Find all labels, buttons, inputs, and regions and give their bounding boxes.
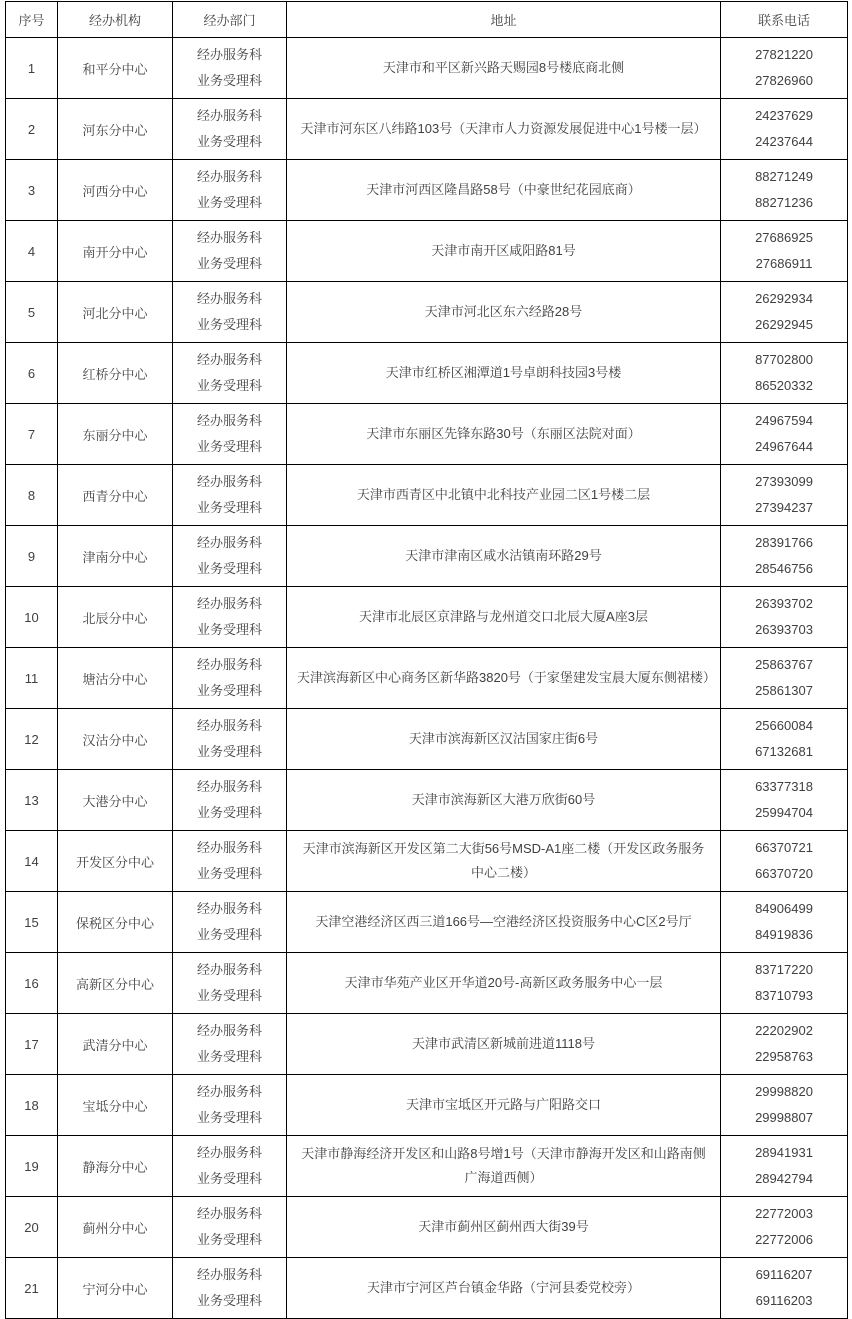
department-line-1: 经办服务科 xyxy=(196,657,262,672)
department-line-2: 业务受理科 xyxy=(196,439,262,454)
phone-cell xyxy=(721,587,848,648)
phone-cell xyxy=(721,343,848,404)
phone-line-2: 28546756 xyxy=(755,561,813,576)
address-text: 天津市华苑产业区开华道20号-高新区政务服务中心一层 xyxy=(344,975,663,990)
phone-cell xyxy=(721,953,848,1014)
row-number-cell: 7 xyxy=(6,404,58,465)
phone-line-2: 66370720 xyxy=(755,866,813,881)
agency-cell: 南开分中心 xyxy=(58,221,173,282)
department-line-1: 经办服务科 xyxy=(196,413,262,428)
department-cell xyxy=(173,465,287,526)
phone-line-1: 88271249 xyxy=(755,169,813,184)
phone-line-1: 27686925 xyxy=(755,230,813,245)
agency-cell: 静海分中心 xyxy=(58,1136,173,1197)
phone-line-2: 26292945 xyxy=(755,317,813,332)
address-text: 天津市蓟州区蓟州西大街39号 xyxy=(418,1219,589,1234)
agency-cell: 西青分中心 xyxy=(58,465,173,526)
phone-cell xyxy=(721,282,848,343)
department-cell xyxy=(173,38,287,99)
table-row xyxy=(6,1197,848,1258)
table-row xyxy=(6,831,848,892)
table-row xyxy=(6,1258,848,1319)
phone-line-1: 69116207 xyxy=(755,1267,813,1282)
phone-line-1: 22772003 xyxy=(755,1206,813,1221)
agency-cell: 塘沽分中心 xyxy=(58,648,173,709)
table-body xyxy=(6,38,848,1319)
agency-cell: 宁河分中心 xyxy=(58,1258,173,1319)
phone-cell xyxy=(721,526,848,587)
department-line-1: 经办服务科 xyxy=(196,1023,262,1038)
phone-line-2: 24237644 xyxy=(755,134,813,149)
department-line-1: 经办服务科 xyxy=(196,779,262,794)
phone-cell xyxy=(721,160,848,221)
department-cell xyxy=(173,709,287,770)
phone-line-2: 83710793 xyxy=(755,988,813,1003)
phone-cell xyxy=(721,831,848,892)
department-line-1: 经办服务科 xyxy=(196,47,262,62)
address-cell xyxy=(287,1258,721,1319)
address-cell xyxy=(287,221,721,282)
table-row xyxy=(6,648,848,709)
department-line-1: 经办服务科 xyxy=(196,291,262,306)
department-line-2: 业务受理科 xyxy=(196,805,262,820)
department-cell xyxy=(173,831,287,892)
department-line-2: 业务受理科 xyxy=(196,622,262,637)
address-cell xyxy=(287,38,721,99)
address-cell xyxy=(287,1014,721,1075)
address-text: 天津市红桥区湘潭道1号卓朗科技园3号楼 xyxy=(385,365,622,380)
phone-line-2: 86520332 xyxy=(755,378,813,393)
department-cell xyxy=(173,770,287,831)
phone-line-2: 69116203 xyxy=(755,1293,813,1308)
phone-cell xyxy=(721,221,848,282)
department-cell xyxy=(173,892,287,953)
table-row xyxy=(6,526,848,587)
department-cell xyxy=(173,282,287,343)
department-cell xyxy=(173,1258,287,1319)
address-text: 天津市东丽区先锋东路30号（东丽区法院对面） xyxy=(366,426,641,441)
phone-line-1: 27821220 xyxy=(755,47,813,62)
row-number-cell: 18 xyxy=(6,1075,58,1136)
agency-cell: 开发区分中心 xyxy=(58,831,173,892)
address-cell xyxy=(287,648,721,709)
department-cell xyxy=(173,160,287,221)
address-cell xyxy=(287,709,721,770)
department-line-2: 业务受理科 xyxy=(196,73,262,88)
address-text: 天津市津南区咸水沽镇南环路29号 xyxy=(405,548,602,563)
phone-cell xyxy=(721,38,848,99)
address-text: 天津市北辰区京津路与龙州道交口北辰大厦A座3层 xyxy=(359,609,648,624)
department-line-2: 业务受理科 xyxy=(196,744,262,759)
department-cell xyxy=(173,343,287,404)
department-cell xyxy=(173,1136,287,1197)
phone-line-1: 24967594 xyxy=(755,413,813,428)
row-number-cell: 14 xyxy=(6,831,58,892)
address-text: 天津市滨海新区大港万欣街60号 xyxy=(411,792,596,807)
department-line-2: 业务受理科 xyxy=(196,988,262,1003)
row-number-cell: 9 xyxy=(6,526,58,587)
department-cell xyxy=(173,1197,287,1258)
address-text: 天津市武清区新城前进道1118号 xyxy=(412,1036,595,1051)
row-number-cell: 5 xyxy=(6,282,58,343)
department-line-2: 业务受理科 xyxy=(196,500,262,515)
department-line-1: 经办服务科 xyxy=(196,169,262,184)
header-number: 序号 xyxy=(6,2,58,38)
department-line-2: 业务受理科 xyxy=(196,256,262,271)
address-cell xyxy=(287,282,721,343)
address-cell xyxy=(287,1136,721,1197)
phone-line-1: 26393702 xyxy=(755,596,813,611)
row-number-cell: 17 xyxy=(6,1014,58,1075)
row-number-cell: 8 xyxy=(6,465,58,526)
address-text: 天津市滨海新区汉沽国家庄街6号 xyxy=(408,731,599,746)
table-row xyxy=(6,38,848,99)
department-line-2: 业务受理科 xyxy=(196,317,262,332)
department-line-1: 经办服务科 xyxy=(196,1267,262,1282)
phone-line-2: 28942794 xyxy=(755,1171,813,1186)
phone-cell xyxy=(721,892,848,953)
department-cell xyxy=(173,1014,287,1075)
address-cell xyxy=(287,770,721,831)
row-number-cell: 20 xyxy=(6,1197,58,1258)
department-line-2: 业务受理科 xyxy=(196,866,262,881)
phone-line-1: 28941931 xyxy=(755,1145,813,1160)
department-line-2: 业务受理科 xyxy=(196,683,262,698)
department-line-2: 业务受理科 xyxy=(196,195,262,210)
table-row xyxy=(6,160,848,221)
department-line-2: 业务受理科 xyxy=(196,134,262,149)
table-row xyxy=(6,892,848,953)
department-line-1: 经办服务科 xyxy=(196,840,262,855)
department-line-2: 业务受理科 xyxy=(196,561,262,576)
department-cell xyxy=(173,1075,287,1136)
agency-cell: 东丽分中心 xyxy=(58,404,173,465)
address-cell xyxy=(287,526,721,587)
department-line-2: 业务受理科 xyxy=(196,1110,262,1125)
department-cell xyxy=(173,587,287,648)
department-line-1: 经办服务科 xyxy=(196,108,262,123)
phone-line-2: 25861307 xyxy=(755,683,813,698)
address-text: 天津市宝坻区开元路与广阳路交口 xyxy=(405,1097,601,1112)
phone-cell xyxy=(721,1258,848,1319)
phone-line-2: 88271236 xyxy=(755,195,813,210)
row-number-cell: 6 xyxy=(6,343,58,404)
department-cell xyxy=(173,953,287,1014)
department-line-1: 经办服务科 xyxy=(196,1206,262,1221)
phone-line-1: 87702800 xyxy=(755,352,813,367)
address-cell xyxy=(287,1075,721,1136)
row-number-cell: 19 xyxy=(6,1136,58,1197)
phone-line-2: 26393703 xyxy=(755,622,813,637)
department-line-2: 业务受理科 xyxy=(196,1049,262,1064)
agency-cell: 北辰分中心 xyxy=(58,587,173,648)
department-line-2: 业务受理科 xyxy=(196,378,262,393)
phone-line-2: 27686911 xyxy=(755,256,813,271)
address-cell xyxy=(287,465,721,526)
table-row xyxy=(6,404,848,465)
phone-line-1: 25660084 xyxy=(755,718,813,733)
table-header xyxy=(6,2,848,38)
agency-cell: 宝坻分中心 xyxy=(58,1075,173,1136)
agency-cell: 红桥分中心 xyxy=(58,343,173,404)
department-line-1: 经办服务科 xyxy=(196,352,262,367)
table-row xyxy=(6,465,848,526)
phone-line-1: 26292934 xyxy=(755,291,813,306)
table-row xyxy=(6,282,848,343)
phone-cell xyxy=(721,770,848,831)
department-cell xyxy=(173,526,287,587)
table-row xyxy=(6,99,848,160)
address-cell xyxy=(287,404,721,465)
agency-cell: 蓟州分中心 xyxy=(58,1197,173,1258)
phone-cell xyxy=(721,648,848,709)
phone-cell xyxy=(721,99,848,160)
address-cell xyxy=(287,1197,721,1258)
phone-line-2: 67132681 xyxy=(755,744,813,759)
table-row xyxy=(6,770,848,831)
agency-cell: 河北分中心 xyxy=(58,282,173,343)
department-line-1: 经办服务科 xyxy=(196,596,262,611)
department-line-1: 经办服务科 xyxy=(196,901,262,916)
row-number-cell: 2 xyxy=(6,99,58,160)
row-number-cell: 3 xyxy=(6,160,58,221)
address-text: 天津市河西区隆昌路58号（中豪世纪花园底商） xyxy=(366,182,641,197)
address-text: 天津滨海新区中心商务区新华路3820号（于家堡建发宝晨大厦东侧裙楼） xyxy=(297,670,716,685)
department-cell xyxy=(173,648,287,709)
agency-cell: 保税区分中心 xyxy=(58,892,173,953)
phone-line-2: 27394237 xyxy=(755,500,813,515)
header-phone: 联系电话 xyxy=(721,2,848,38)
address-text: 天津市南开区咸阳路81号 xyxy=(431,243,576,258)
phone-line-1: 22202902 xyxy=(755,1023,813,1038)
phone-line-1: 66370721 xyxy=(755,840,813,855)
address-text: 天津市河东区八纬路103号（天津市人力资源发展促进中心1号楼一层） xyxy=(300,121,707,136)
phone-line-2: 22772006 xyxy=(755,1232,813,1247)
header-address: 地址 xyxy=(287,2,721,38)
phone-line-2: 24967644 xyxy=(755,439,813,454)
row-number-cell: 4 xyxy=(6,221,58,282)
address-cell xyxy=(287,160,721,221)
address-text: 天津市河北区东六经路28号 xyxy=(424,304,583,319)
table-row xyxy=(6,1075,848,1136)
address-text: 天津市和平区新兴路天赐园8号楼底商北侧 xyxy=(382,60,625,75)
address-cell xyxy=(287,343,721,404)
phone-cell xyxy=(721,404,848,465)
department-cell xyxy=(173,99,287,160)
agency-cell: 高新区分中心 xyxy=(58,953,173,1014)
phone-cell xyxy=(721,465,848,526)
phone-line-1: 84906499 xyxy=(755,901,813,916)
phone-line-2: 25994704 xyxy=(755,805,813,820)
header-row xyxy=(6,2,848,38)
department-line-1: 经办服务科 xyxy=(196,1145,262,1160)
address-text: 天津市滨海新区开发区第二大街56号MSD-A1座二楼（开发区政务服务中心二楼） xyxy=(302,841,705,880)
phone-line-2: 29998807 xyxy=(755,1110,813,1125)
phone-line-2: 84919836 xyxy=(755,927,813,942)
department-line-2: 业务受理科 xyxy=(196,927,262,942)
address-cell xyxy=(287,99,721,160)
phone-cell xyxy=(721,1197,848,1258)
department-line-1: 经办服务科 xyxy=(196,1084,262,1099)
row-number-cell: 1 xyxy=(6,38,58,99)
address-cell xyxy=(287,831,721,892)
address-text: 天津市静海经济开发区和山路8号增1号（天津市静海开发区和山路南侧广海道西侧） xyxy=(301,1146,706,1185)
address-cell xyxy=(287,587,721,648)
phone-line-1: 29998820 xyxy=(755,1084,813,1099)
phone-cell xyxy=(721,1075,848,1136)
address-cell xyxy=(287,892,721,953)
row-number-cell: 21 xyxy=(6,1258,58,1319)
phone-cell xyxy=(721,1136,848,1197)
header-department: 经办部门 xyxy=(173,2,287,38)
department-line-1: 经办服务科 xyxy=(196,962,262,977)
department-line-1: 经办服务科 xyxy=(196,230,262,245)
agency-cell: 河东分中心 xyxy=(58,99,173,160)
address-text: 天津空港经济区西三道166号—空港经济区投资服务中心C区2号厅 xyxy=(315,914,692,929)
department-line-1: 经办服务科 xyxy=(196,535,262,550)
table-row xyxy=(6,221,848,282)
row-number-cell: 15 xyxy=(6,892,58,953)
agency-cell: 汉沽分中心 xyxy=(58,709,173,770)
department-cell xyxy=(173,221,287,282)
phone-line-1: 83717220 xyxy=(755,962,813,977)
phone-line-2: 22958763 xyxy=(755,1049,813,1064)
phone-line-1: 28391766 xyxy=(755,535,813,550)
department-line-1: 经办服务科 xyxy=(196,474,262,489)
agency-cell: 和平分中心 xyxy=(58,38,173,99)
table-row xyxy=(6,709,848,770)
address-cell xyxy=(287,953,721,1014)
department-line-1: 经办服务科 xyxy=(196,718,262,733)
department-line-2: 业务受理科 xyxy=(196,1171,262,1186)
department-cell xyxy=(173,404,287,465)
phone-line-1: 24237629 xyxy=(755,108,813,123)
table-row xyxy=(6,1136,848,1197)
phone-line-2: 27826960 xyxy=(755,73,813,88)
address-text: 天津市宁河区芦台镇金华路（宁河县委党校旁） xyxy=(366,1280,640,1295)
address-text: 天津市西青区中北镇中北科技产业园二区1号楼二层 xyxy=(356,487,651,502)
agency-cell: 武清分中心 xyxy=(58,1014,173,1075)
table-row xyxy=(6,1014,848,1075)
department-line-2: 业务受理科 xyxy=(196,1232,262,1247)
table-row xyxy=(6,587,848,648)
phone-line-1: 25863767 xyxy=(755,657,813,672)
agency-cell: 大港分中心 xyxy=(58,770,173,831)
row-number-cell: 16 xyxy=(6,953,58,1014)
service-centers-table xyxy=(5,1,848,1319)
row-number-cell: 12 xyxy=(6,709,58,770)
phone-line-1: 63377318 xyxy=(755,779,813,794)
row-number-cell: 13 xyxy=(6,770,58,831)
row-number-cell: 10 xyxy=(6,587,58,648)
header-agency: 经办机构 xyxy=(58,2,173,38)
phone-cell xyxy=(721,709,848,770)
table-row xyxy=(6,953,848,1014)
table-row xyxy=(6,343,848,404)
agency-cell: 河西分中心 xyxy=(58,160,173,221)
phone-line-1: 27393099 xyxy=(755,474,813,489)
row-number-cell: 11 xyxy=(6,648,58,709)
phone-cell xyxy=(721,1014,848,1075)
department-line-2: 业务受理科 xyxy=(196,1293,262,1308)
agency-cell: 津南分中心 xyxy=(58,526,173,587)
